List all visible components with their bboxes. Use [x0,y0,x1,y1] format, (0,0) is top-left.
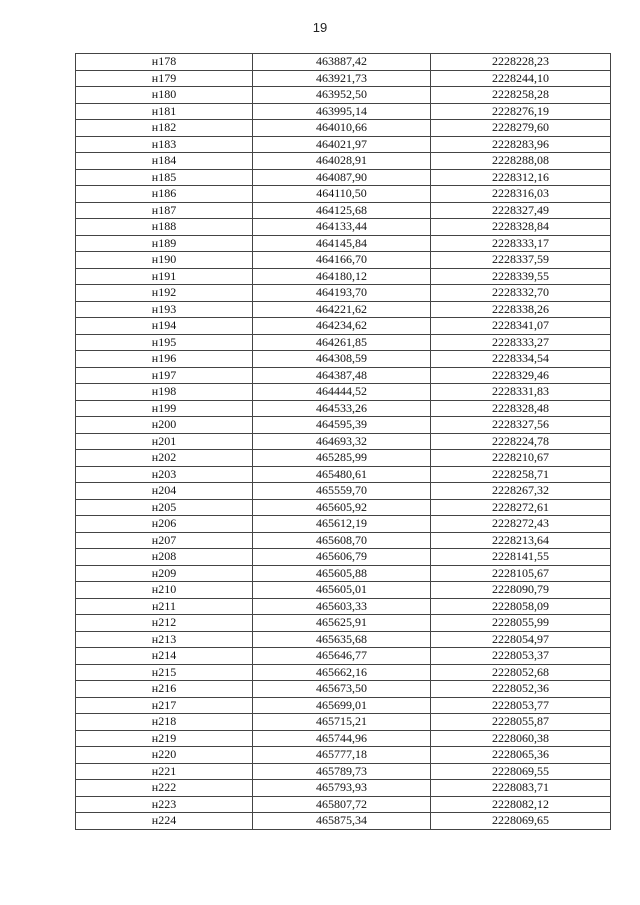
x-coordinate-cell: 463995,14 [253,103,431,120]
y-coordinate-cell: 2228283,96 [431,136,611,153]
y-coordinate-cell: 2228276,19 [431,103,611,120]
y-coordinate-cell: 2228141,55 [431,549,611,566]
x-coordinate-cell: 465662,16 [253,664,431,681]
table-row [76,54,611,71]
x-coordinate-cell: 465699,01 [253,697,431,714]
table-row [76,351,611,368]
x-coordinate-cell: 465608,70 [253,532,431,549]
x-coordinate-cell: 464533,26 [253,400,431,417]
x-coordinate-cell: 465603,33 [253,598,431,615]
y-coordinate-cell: 2228338,26 [431,301,611,318]
y-coordinate-cell: 2228105,67 [431,565,611,582]
point-id-cell: н193 [76,301,253,318]
x-coordinate-cell: 465480,61 [253,466,431,483]
table-row [76,136,611,153]
page-number: 19 [312,20,328,35]
table-row [76,318,611,335]
y-coordinate-cell: 2228328,84 [431,219,611,236]
point-id-cell: н199 [76,400,253,417]
y-coordinate-cell: 2228337,59 [431,252,611,269]
table-row [76,153,611,170]
point-id-cell: н215 [76,664,253,681]
point-id-cell: н205 [76,499,253,516]
x-coordinate-cell: 463952,50 [253,87,431,104]
x-coordinate-cell: 464010,66 [253,120,431,137]
y-coordinate-cell: 2228069,55 [431,763,611,780]
y-coordinate-cell: 2228272,61 [431,499,611,516]
point-id-cell: н188 [76,219,253,236]
table-row [76,103,611,120]
y-coordinate-cell: 2228258,28 [431,87,611,104]
point-id-cell: н182 [76,120,253,137]
y-coordinate-cell: 2228334,54 [431,351,611,368]
table-row [76,780,611,797]
y-coordinate-cell: 2228065,36 [431,747,611,764]
y-coordinate-cell: 2228312,16 [431,169,611,186]
table-row [76,763,611,780]
table-row [76,582,611,599]
table-row [76,565,611,582]
y-coordinate-cell: 2228272,43 [431,516,611,533]
y-coordinate-cell: 2228279,60 [431,120,611,137]
y-coordinate-cell: 2228055,99 [431,615,611,632]
point-id-cell: н200 [76,417,253,434]
table-row [76,714,611,731]
point-id-cell: н213 [76,631,253,648]
x-coordinate-cell: 464221,62 [253,301,431,318]
point-id-cell: н196 [76,351,253,368]
point-id-cell: н184 [76,153,253,170]
table-row [76,417,611,434]
y-coordinate-cell: 2228267,32 [431,483,611,500]
table-row [76,813,611,830]
y-coordinate-cell: 2228213,64 [431,532,611,549]
x-coordinate-cell: 465559,70 [253,483,431,500]
y-coordinate-cell: 2228333,17 [431,235,611,252]
x-coordinate-cell: 464021,97 [253,136,431,153]
y-coordinate-cell: 2228244,10 [431,70,611,87]
coordinates-table-body [76,54,611,830]
point-id-cell: н201 [76,433,253,450]
y-coordinate-cell: 2228288,08 [431,153,611,170]
x-coordinate-cell: 464444,52 [253,384,431,401]
point-id-cell: н192 [76,285,253,302]
x-coordinate-cell: 465635,68 [253,631,431,648]
x-coordinate-cell: 464028,91 [253,153,431,170]
y-coordinate-cell: 2228331,83 [431,384,611,401]
table-row [76,730,611,747]
point-id-cell: н223 [76,796,253,813]
x-coordinate-cell: 464693,32 [253,433,431,450]
point-id-cell: н221 [76,763,253,780]
table-row [76,235,611,252]
table-row [76,598,611,615]
table-row [76,697,611,714]
point-id-cell: н189 [76,235,253,252]
y-coordinate-cell: 2228054,97 [431,631,611,648]
y-coordinate-cell: 2228090,79 [431,582,611,599]
table-row [76,549,611,566]
y-coordinate-cell: 2228327,49 [431,202,611,219]
point-id-cell: н224 [76,813,253,830]
point-id-cell: н190 [76,252,253,269]
y-coordinate-cell: 2228333,27 [431,334,611,351]
x-coordinate-cell: 465606,79 [253,549,431,566]
x-coordinate-cell: 465807,72 [253,796,431,813]
y-coordinate-cell: 2228328,48 [431,400,611,417]
x-coordinate-cell: 465793,93 [253,780,431,797]
y-coordinate-cell: 2228053,37 [431,648,611,665]
y-coordinate-cell: 2228052,68 [431,664,611,681]
table-row [76,252,611,269]
y-coordinate-cell: 2228060,38 [431,730,611,747]
point-id-cell: н216 [76,681,253,698]
x-coordinate-cell: 463921,73 [253,70,431,87]
table-row [76,664,611,681]
y-coordinate-cell: 2228329,46 [431,367,611,384]
point-id-cell: н194 [76,318,253,335]
point-id-cell: н210 [76,582,253,599]
point-id-cell: н211 [76,598,253,615]
table-row [76,532,611,549]
y-coordinate-cell: 2228258,71 [431,466,611,483]
point-id-cell: н219 [76,730,253,747]
x-coordinate-cell: 464166,70 [253,252,431,269]
y-coordinate-cell: 2228083,71 [431,780,611,797]
y-coordinate-cell: 2228058,09 [431,598,611,615]
x-coordinate-cell: 464133,44 [253,219,431,236]
table-row [76,367,611,384]
x-coordinate-cell: 465612,19 [253,516,431,533]
x-coordinate-cell: 465789,73 [253,763,431,780]
point-id-cell: н218 [76,714,253,731]
table-row [76,433,611,450]
point-id-cell: н209 [76,565,253,582]
table-row [76,516,611,533]
x-coordinate-cell: 464261,85 [253,334,431,351]
coordinates-table [75,53,611,830]
y-coordinate-cell: 2228055,87 [431,714,611,731]
table-row [76,631,611,648]
point-id-cell: н206 [76,516,253,533]
table-row [76,747,611,764]
table-row [76,400,611,417]
point-id-cell: н187 [76,202,253,219]
x-coordinate-cell: 464595,39 [253,417,431,434]
x-coordinate-cell: 464193,70 [253,285,431,302]
point-id-cell: н214 [76,648,253,665]
point-id-cell: н207 [76,532,253,549]
x-coordinate-cell: 464087,90 [253,169,431,186]
y-coordinate-cell: 2228224,78 [431,433,611,450]
table-row [76,87,611,104]
table-row [76,483,611,500]
point-id-cell: н186 [76,186,253,203]
point-id-cell: н202 [76,450,253,467]
table-row [76,615,611,632]
y-coordinate-cell: 2228341,07 [431,318,611,335]
y-coordinate-cell: 2228082,12 [431,796,611,813]
x-coordinate-cell: 465605,88 [253,565,431,582]
x-coordinate-cell: 465875,34 [253,813,431,830]
point-id-cell: н179 [76,70,253,87]
x-coordinate-cell: 464145,84 [253,235,431,252]
point-id-cell: н204 [76,483,253,500]
y-coordinate-cell: 2228052,36 [431,681,611,698]
x-coordinate-cell: 465646,77 [253,648,431,665]
table-row [76,681,611,698]
table-row [76,169,611,186]
y-coordinate-cell: 2228069,65 [431,813,611,830]
table-row [76,450,611,467]
point-id-cell: н180 [76,87,253,104]
table-row [76,202,611,219]
point-id-cell: н191 [76,268,253,285]
point-id-cell: н203 [76,466,253,483]
table-row [76,466,611,483]
y-coordinate-cell: 2228210,67 [431,450,611,467]
point-id-cell: н222 [76,780,253,797]
table-row [76,499,611,516]
point-id-cell: н178 [76,54,253,71]
point-id-cell: н217 [76,697,253,714]
table-row [76,285,611,302]
point-id-cell: н208 [76,549,253,566]
x-coordinate-cell: 464125,68 [253,202,431,219]
x-coordinate-cell: 464180,12 [253,268,431,285]
y-coordinate-cell: 2228228,23 [431,54,611,71]
x-coordinate-cell: 464308,59 [253,351,431,368]
point-id-cell: н197 [76,367,253,384]
table-row [76,120,611,137]
table-row [76,219,611,236]
y-coordinate-cell: 2228339,55 [431,268,611,285]
x-coordinate-cell: 464387,48 [253,367,431,384]
table-row [76,384,611,401]
y-coordinate-cell: 2228316,03 [431,186,611,203]
x-coordinate-cell: 463887,42 [253,54,431,71]
x-coordinate-cell: 465715,21 [253,714,431,731]
table-row [76,334,611,351]
point-id-cell: н220 [76,747,253,764]
x-coordinate-cell: 465605,92 [253,499,431,516]
x-coordinate-cell: 464234,62 [253,318,431,335]
x-coordinate-cell: 465673,50 [253,681,431,698]
table-row [76,301,611,318]
table-row [76,268,611,285]
x-coordinate-cell: 465777,18 [253,747,431,764]
point-id-cell: н198 [76,384,253,401]
table-row [76,186,611,203]
point-id-cell: н212 [76,615,253,632]
point-id-cell: н185 [76,169,253,186]
y-coordinate-cell: 2228327,56 [431,417,611,434]
table-row [76,796,611,813]
point-id-cell: н195 [76,334,253,351]
point-id-cell: н183 [76,136,253,153]
y-coordinate-cell: 2228053,77 [431,697,611,714]
point-id-cell: н181 [76,103,253,120]
table-row [76,648,611,665]
x-coordinate-cell: 464110,50 [253,186,431,203]
y-coordinate-cell: 2228332,70 [431,285,611,302]
x-coordinate-cell: 465285,99 [253,450,431,467]
x-coordinate-cell: 465625,91 [253,615,431,632]
x-coordinate-cell: 465605,01 [253,582,431,599]
x-coordinate-cell: 465744,96 [253,730,431,747]
table-row [76,70,611,87]
